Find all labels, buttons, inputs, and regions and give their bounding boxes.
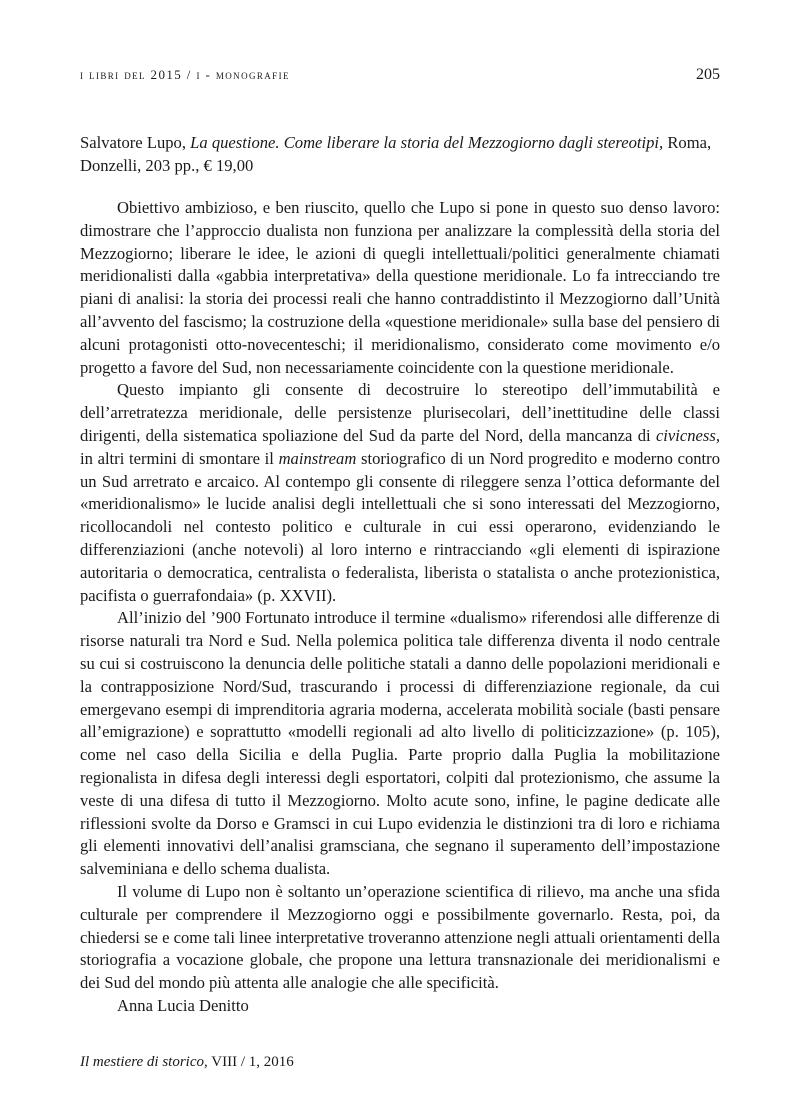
running-title: i libri del 2015 / i - monografie — [80, 67, 290, 82]
review-body — [80, 197, 720, 1018]
review-paragraph: All’inizio del ’900 Fortunato introduce il termine «dualismo» riferendosi alle differenze di risorse naturali tra Nord e Sud. Nella polemica politica tale differenza diventa il nodo centrale su cui si costruiscono la denuncia delle politiche statali a danno delle popolazioni meridionali e la contrapposizione Nord/Sud, trascurando i processi di differenziazione regionale, da cui emergevano esempi di imprenditoria agraria moderna, accelerata mobilità sociale (basti pensare all’emigrazione) e soprattutto «modelli regionali ad alto livello di politicizzazione» (p. 105), come nel caso della Sicilia e della Puglia. Parte proprio dalla Puglia la mobilitazione regionalista in difesa degli interessi degli esportatori, colpiti dal protezionismo, che assume la veste di una difesa di tutto il Mezzogiorno. Molto acute sono, infine, le pagine dedicate alle riflessioni svolte da Dorso e Gramsci in cui Lupo evidenzia le distinzioni tra di loro e richiama gli elementi innovativi dell’analisi gramsciana, che segnano il superamento dell’impostazione salveminiana e dello schema dualista. — [80, 608, 720, 879]
citation-author: Salvatore Lupo, — [80, 133, 191, 152]
citation-details: Roma, Donzelli, 203 pp., € 19,00 — [80, 133, 712, 175]
journal-name: Il mestiere di storico — [80, 1054, 205, 1070]
review-paragraph: Il volume di Lupo non è soltanto un’operazione scientifica di rilievo, ma anche una sfida culturale per comprendere il Mezzogiorno oggi e possibilmente governarlo. Resta, poi, da chiedersi se e come tali linee interpretative troveranno attenzione negli attuali orientamenti della storiografia a vocazione globale, che propone una lettura transnazionale dei meridionalismi e dei Sud del mondo più attenta alle analogie che alle specificità. — [80, 881, 720, 993]
page-number: 205 — [696, 66, 720, 83]
page-footer — [80, 1054, 294, 1071]
emphasis-civicness: civicness — [655, 425, 716, 445]
citation-title: La questione. Come liberare la storia del Mezzogiorno dagli stereotipi, — [190, 133, 664, 152]
running-head — [80, 66, 720, 88]
review-paragraph: Questo impianto gli consente di decostruire lo stereotipo dell’immutabilità e dell’arretratezza meridionale, delle persistenze plurisecolari, dell’inettitudine delle classi dirigenti, della sistematica spoliazione del Sud da parte del Nord, della mancanza di civicness, in altri termini di smontare il mainstream storiografico di un Nord progredito e moderno contro un Sud arretrato e arcaico. Al contempo gli consente di rileggere senza l’ottica deformante del «meridionalismo» le lucide analisi degli intellettuali che si sono interessati del Mezzogiorno, ricollocandoli nel contesto politico e culturale in cui essi operarono, evidenziando le differenziazioni (anche notevoli) al loro interno e rintracciando «gli elementi di ispirazione autoritaria o democratica, centralista o federalista, liberista o statalista o anche protezionistica, pacifista o guerrafondaia» (p. XXVII). — [80, 380, 720, 605]
reviewer-signature: Anna Lucia Denitto — [117, 995, 249, 1015]
book-citation — [80, 131, 720, 177]
review-paragraph: Obiettivo ambizioso, e ben riuscito, quello che Lupo si pone in questo suo denso lavoro: dimostrare che l’approccio dualista non funziona per analizzare la complessità della storia del Mezzogiorno; liberare le idee, le azioni di quegli intellettuali/politici generalmente chiamati meridionalisti dalla «gabbia interpretativa» della questione meridionale. Lo fa intrecciando tre piani di analisi: la storia dei processi reali che hanno contraddistinto il Mezzogiorno dall’Unità all’avvento del fascismo; la costruzione della «questione meridionale» sulla base del pensiero di alcuni protagonisti otto-novecenteschi; il meridionalismo, considerato come movimento e/o progetto a favore del Sud, non necessariamente coincidente con la questione meridionale. — [80, 198, 720, 377]
emphasis-mainstream: mainstream — [278, 448, 357, 468]
journal-issue: , VIII / 1, 2016 — [204, 1054, 294, 1070]
